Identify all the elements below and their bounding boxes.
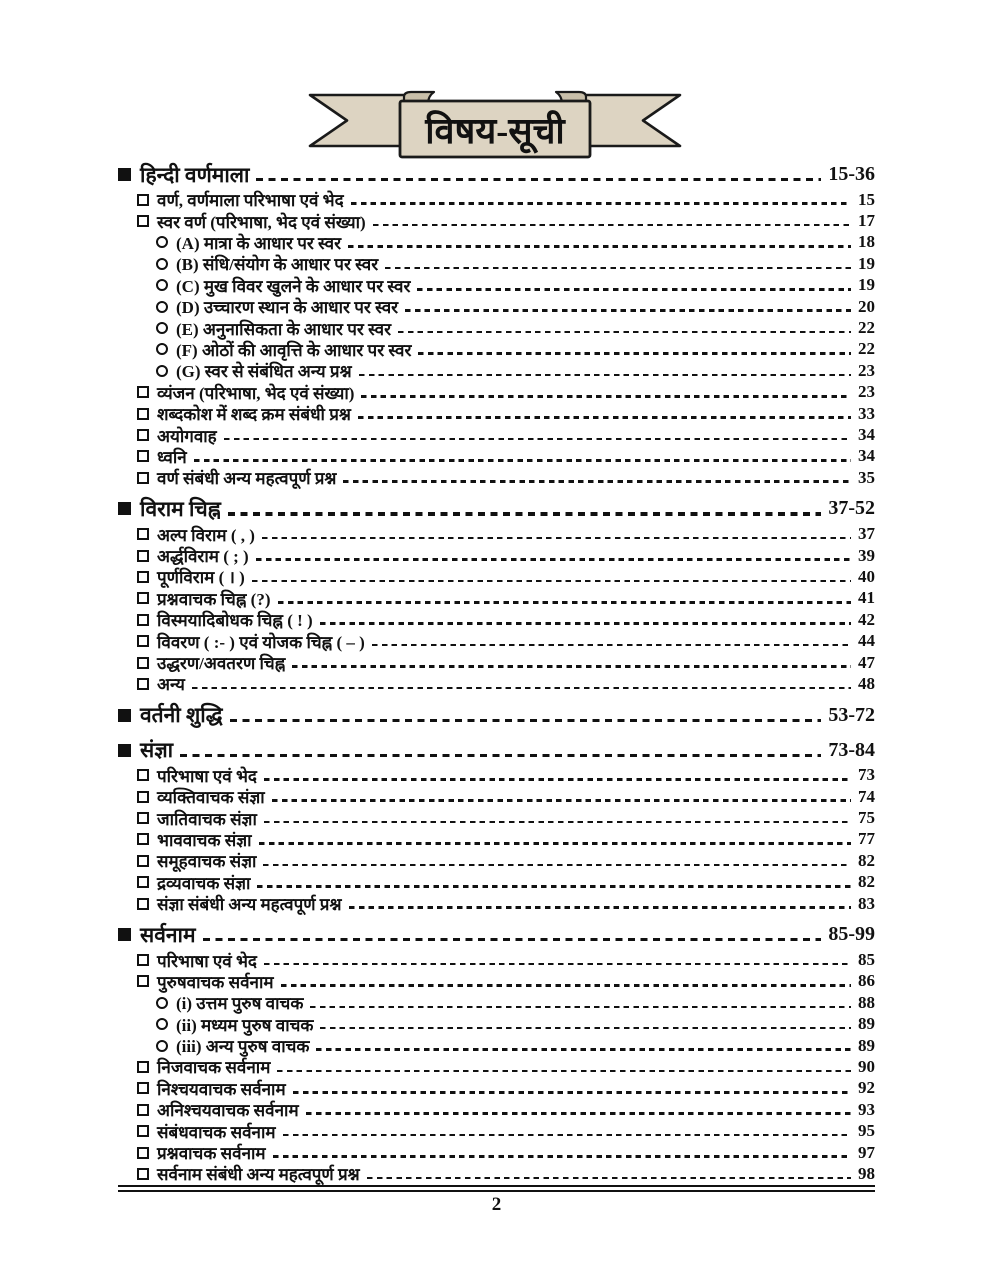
dotted-leader — [192, 687, 851, 690]
dotted-leader — [277, 1070, 851, 1073]
toc-page-number: 97 — [858, 1142, 875, 1162]
hollow-square-bullet-icon — [137, 876, 149, 888]
toc-label: भाववाचक संज्ञा — [157, 830, 252, 850]
dotted-leader — [281, 984, 851, 987]
dotted-leader — [310, 1006, 851, 1009]
hollow-square-bullet-icon — [137, 592, 149, 604]
hollow-square-bullet-icon — [137, 1061, 149, 1073]
dotted-leader — [264, 778, 851, 781]
toc-label: शब्दकोश में शब्द क्रम संबंधी प्रश्न — [157, 405, 351, 425]
toc-label: पूर्णविराम ( । ) — [157, 568, 245, 588]
dotted-leader — [320, 622, 851, 625]
toc-label: (iii) अन्य पुरुष वाचक — [176, 1037, 310, 1057]
dotted-leader — [349, 906, 851, 909]
toc-row — [118, 189, 875, 210]
toc-row — [118, 232, 875, 253]
circle-bullet-icon — [156, 343, 168, 355]
hollow-square-bullet-icon — [137, 1125, 149, 1137]
hollow-square-bullet-icon — [137, 386, 149, 398]
toc-list — [118, 160, 875, 1185]
toc-label: (A) मात्रा के आधार पर स्वर — [176, 233, 342, 253]
toc-page-number: 44 — [858, 631, 875, 651]
toc-row — [118, 630, 875, 651]
dotted-leader — [256, 558, 851, 561]
dotted-leader — [257, 885, 851, 888]
dotted-leader — [203, 938, 822, 941]
dotted-leader — [359, 374, 851, 377]
footer-double-rule — [118, 1185, 875, 1192]
toc-row — [118, 360, 875, 381]
toc-label: सर्वनाम संबंधी अन्य महत्वपूर्ण प्रश्न — [157, 1165, 360, 1185]
toc-page-number: 18 — [858, 232, 875, 252]
hollow-square-bullet-icon — [137, 898, 149, 910]
toc-label: प्रश्नवाचक चिह्न (?) — [157, 589, 271, 609]
toc-label: पुरुषवाचक सर्वनाम — [157, 972, 274, 992]
toc-label: परिभाषा एवं भेद — [157, 951, 257, 971]
toc-row — [118, 253, 875, 274]
toc-page-number: 95 — [858, 1121, 875, 1141]
circle-bullet-icon — [156, 365, 168, 377]
dotted-leader — [320, 1027, 851, 1030]
hollow-square-bullet-icon — [137, 678, 149, 690]
dotted-leader — [259, 842, 851, 845]
circle-bullet-icon — [156, 258, 168, 270]
dotted-leader — [358, 416, 851, 419]
dotted-leader — [398, 331, 851, 334]
toc-label: (D) उच्चारण स्थान के आधार पर स्वर — [176, 298, 399, 318]
toc-row — [118, 160, 875, 189]
toc-row — [118, 1163, 875, 1184]
circle-bullet-icon — [156, 1018, 168, 1030]
toc-page-number: 48 — [858, 673, 875, 693]
toc-label: (B) संधि/संयोग के आधार पर स्वर — [176, 255, 379, 275]
toc-row — [118, 1099, 875, 1120]
toc-page-number: 19 — [858, 275, 875, 295]
dotted-leader — [351, 202, 851, 205]
dotted-leader — [292, 665, 851, 668]
toc-page-number: 83 — [858, 893, 875, 913]
dotted-leader — [224, 438, 851, 441]
hollow-square-bullet-icon — [137, 450, 149, 462]
hollow-square-bullet-icon — [137, 429, 149, 441]
toc-page-number: 74 — [858, 786, 875, 806]
toc-page-number: 88 — [858, 992, 875, 1012]
dotted-leader — [348, 245, 851, 248]
toc-page-number: 92 — [858, 1078, 875, 1098]
toc-label: जातिवाचक संज्ञा — [157, 809, 257, 829]
hollow-square-bullet-icon — [137, 472, 149, 484]
dotted-leader — [252, 580, 851, 583]
toc-label: उद्धरण/अवतरण चिह्न — [157, 654, 286, 674]
toc-row — [118, 588, 875, 609]
hollow-square-bullet-icon — [137, 791, 149, 803]
toc-row — [118, 467, 875, 488]
toc-row — [118, 829, 875, 850]
toc-label: हिन्दी वर्णमाला — [140, 162, 250, 187]
filled-square-bullet-icon — [118, 928, 131, 941]
toc-label: व्यंजन (परिभाषा, भेद एवं संख्या) — [157, 383, 355, 403]
circle-bullet-icon — [156, 1040, 168, 1052]
toc-row — [118, 424, 875, 445]
toc-page-number: 77 — [858, 829, 875, 849]
toc-row — [118, 850, 875, 871]
toc-row — [118, 872, 875, 893]
toc-page-number: 19 — [858, 253, 875, 273]
toc-label: वर्ण, वर्णमाला परिभाषा एवं भेद — [157, 191, 344, 211]
toc-label: संज्ञा संबंधी अन्य महत्वपूर्ण प्रश्न — [157, 895, 342, 915]
circle-bullet-icon — [156, 997, 168, 1009]
dotted-leader — [272, 799, 851, 802]
hollow-square-bullet-icon — [137, 528, 149, 540]
circle-bullet-icon — [156, 301, 168, 313]
hollow-square-bullet-icon — [137, 635, 149, 647]
toc-page-number: 39 — [858, 545, 875, 565]
toc-page-number: 89 — [858, 1014, 875, 1034]
toc-page-number: 73-84 — [828, 738, 875, 761]
toc-page-number: 15 — [858, 189, 875, 209]
toc-row — [118, 971, 875, 992]
hollow-square-bullet-icon — [137, 954, 149, 966]
toc-row — [118, 339, 875, 360]
dotted-leader — [343, 480, 851, 483]
toc-row — [118, 1035, 875, 1056]
dotted-leader — [293, 1091, 851, 1094]
ribbon-icon — [304, 88, 686, 166]
filled-square-bullet-icon — [118, 168, 131, 181]
toc-row — [118, 403, 875, 424]
toc-row — [118, 317, 875, 338]
toc-page-number: 82 — [858, 872, 875, 892]
dotted-leader — [316, 1048, 851, 1051]
dotted-leader — [263, 864, 851, 867]
toc-row — [118, 1120, 875, 1141]
toc-label: (i) उत्तम पुरुष वाचक — [176, 994, 304, 1014]
toc-label: स्वर वर्ण (परिभाषा, भेद एवं संख्या) — [157, 212, 366, 232]
toc-label: विराम चिह्न — [140, 496, 221, 521]
filled-square-bullet-icon — [118, 502, 131, 515]
dotted-leader — [264, 963, 851, 966]
toc-page-number: 42 — [858, 609, 875, 629]
hollow-square-bullet-icon — [137, 408, 149, 420]
toc-page-number: 85 — [858, 950, 875, 970]
toc-page-number: 33 — [858, 403, 875, 423]
toc-label: (C) मुख विवर खुलने के आधार पर स्वर — [176, 276, 411, 296]
toc-row — [118, 382, 875, 403]
hollow-square-bullet-icon — [137, 614, 149, 626]
toc-row — [118, 566, 875, 587]
hollow-square-bullet-icon — [137, 1168, 149, 1180]
dotted-leader — [228, 512, 822, 515]
hollow-square-bullet-icon — [137, 769, 149, 781]
toc-label: द्रव्यवाचक संज्ञा — [157, 873, 251, 893]
circle-bullet-icon — [156, 236, 168, 248]
hollow-square-bullet-icon — [137, 194, 149, 206]
toc-row — [118, 949, 875, 970]
toc-page-number: 82 — [858, 850, 875, 870]
hollow-square-bullet-icon — [137, 833, 149, 845]
toc-page-number: 34 — [858, 424, 875, 444]
toc-row — [118, 673, 875, 694]
toc-row — [118, 1078, 875, 1099]
toc-page-number: 73 — [858, 765, 875, 785]
toc-label: प्रश्नवाचक सर्वनाम — [157, 1144, 266, 1164]
circle-bullet-icon — [156, 279, 168, 291]
toc-label: संबंधवाचक सर्वनाम — [157, 1122, 276, 1142]
toc-page-number: 53-72 — [828, 703, 875, 726]
toc-label: (ii) मध्यम पुरुष वाचक — [176, 1015, 314, 1035]
toc-row — [118, 609, 875, 630]
hollow-square-bullet-icon — [137, 1104, 149, 1116]
toc-row — [118, 765, 875, 786]
toc-label: अयोगवाह — [157, 426, 217, 446]
hollow-square-bullet-icon — [137, 812, 149, 824]
toc-label: अर्द्धविराम ( ; ) — [157, 547, 249, 567]
toc-page-number: 37 — [858, 524, 875, 544]
toc-page-number: 40 — [858, 566, 875, 586]
dotted-leader — [194, 459, 851, 462]
circle-bullet-icon — [156, 322, 168, 334]
dotted-leader — [361, 395, 851, 398]
toc-row — [118, 296, 875, 317]
toc-page-number: 34 — [858, 446, 875, 466]
toc-page-number: 23 — [858, 382, 875, 402]
hollow-square-bullet-icon — [137, 975, 149, 987]
toc-label: परिभाषा एवं भेद — [157, 766, 257, 786]
toc-row — [118, 494, 875, 523]
dotted-leader — [262, 537, 851, 540]
dotted-leader — [180, 754, 821, 757]
toc-page-number: 75 — [858, 808, 875, 828]
hollow-square-bullet-icon — [137, 215, 149, 227]
toc-label: अनिश्चयवाचक सर्वनाम — [157, 1101, 299, 1121]
toc-row — [118, 736, 875, 765]
toc-page-number: 90 — [858, 1056, 875, 1076]
toc-row — [118, 210, 875, 231]
toc-label: समूहवाचक संज्ञा — [157, 852, 257, 872]
dotted-leader — [273, 1155, 851, 1158]
filled-square-bullet-icon — [118, 744, 131, 757]
toc-row — [118, 701, 875, 730]
toc-row — [118, 652, 875, 673]
hollow-square-bullet-icon — [137, 1082, 149, 1094]
toc-page-number: 89 — [858, 1035, 875, 1055]
toc-label: ध्वनि — [157, 447, 187, 467]
toc-label: सर्वनाम — [140, 922, 196, 947]
dotted-leader — [264, 821, 851, 824]
toc-row — [118, 523, 875, 544]
toc-label: (G) स्वर से संबंधित अन्य प्रश्न — [176, 362, 352, 382]
dotted-leader — [373, 224, 851, 227]
toc-label: (E) अनुनासिकता के आधार पर स्वर — [176, 319, 392, 339]
toc-page-number: 37-52 — [828, 497, 875, 520]
toc-row — [118, 545, 875, 566]
toc-page-number: 47 — [858, 652, 875, 672]
toc-label: विस्मयादिबोधक चिह्न ( ! ) — [157, 611, 313, 631]
toc-row — [118, 275, 875, 296]
toc-label: अन्य — [157, 675, 185, 695]
toc-page-number: 93 — [858, 1099, 875, 1119]
dotted-leader — [385, 267, 851, 270]
title-ribbon-banner — [304, 88, 686, 166]
toc-row — [118, 992, 875, 1013]
dotted-leader — [405, 309, 851, 312]
hollow-square-bullet-icon — [137, 855, 149, 867]
toc-row — [118, 786, 875, 807]
toc-page-number: 35 — [858, 467, 875, 487]
toc-page-number: 20 — [858, 296, 875, 316]
dotted-leader — [367, 1177, 851, 1180]
dotted-leader — [372, 644, 851, 647]
toc-page-number: 98 — [858, 1163, 875, 1183]
toc-row — [118, 893, 875, 914]
toc-label: वर्ण संबंधी अन्य महत्वपूर्ण प्रश्न — [157, 469, 337, 489]
toc-label: निश्चयवाचक सर्वनाम — [157, 1079, 286, 1099]
toc-row — [118, 1142, 875, 1163]
toc-row — [118, 1056, 875, 1077]
toc-row — [118, 807, 875, 828]
dotted-leader — [230, 719, 822, 722]
toc-page-number: 22 — [858, 339, 875, 359]
dotted-leader — [278, 601, 852, 604]
hollow-square-bullet-icon — [137, 657, 149, 669]
toc-label: (F) ओठों की आवृत्ति के आधार पर स्वर — [176, 340, 412, 360]
filled-square-bullet-icon — [118, 709, 131, 722]
footer-page-number: 2 — [491, 1194, 502, 1215]
hollow-square-bullet-icon — [137, 550, 149, 562]
toc-label: वर्तनी शुद्धि — [140, 703, 223, 728]
toc-page-number: 15-36 — [828, 163, 875, 185]
page-title: विषय-सूची — [425, 111, 565, 151]
dotted-leader — [283, 1134, 851, 1137]
dotted-leader — [256, 178, 821, 181]
toc-page-number: 86 — [858, 971, 875, 991]
hollow-square-bullet-icon — [137, 571, 149, 583]
toc-row — [118, 920, 875, 949]
toc-row — [118, 446, 875, 467]
hollow-square-bullet-icon — [137, 1147, 149, 1159]
dotted-leader — [306, 1112, 851, 1115]
toc-page-number: 23 — [858, 360, 875, 380]
dotted-leader — [418, 352, 851, 355]
toc-label: निजवाचक सर्वनाम — [157, 1058, 271, 1078]
dotted-leader — [417, 288, 851, 291]
toc-page-number: 41 — [858, 588, 875, 608]
toc-page-number: 22 — [858, 318, 875, 338]
toc-label: विवरण ( :- ) एवं योजक चिह्न ( – ) — [157, 632, 365, 652]
toc-page-number: 17 — [858, 211, 875, 231]
toc-row — [118, 1014, 875, 1035]
toc-label: संज्ञा — [140, 738, 174, 763]
toc-label: अल्प विराम ( , ) — [157, 525, 255, 545]
toc-label: व्यक्तिवाचक संज्ञा — [157, 788, 265, 808]
toc-page-number: 85-99 — [828, 923, 875, 946]
